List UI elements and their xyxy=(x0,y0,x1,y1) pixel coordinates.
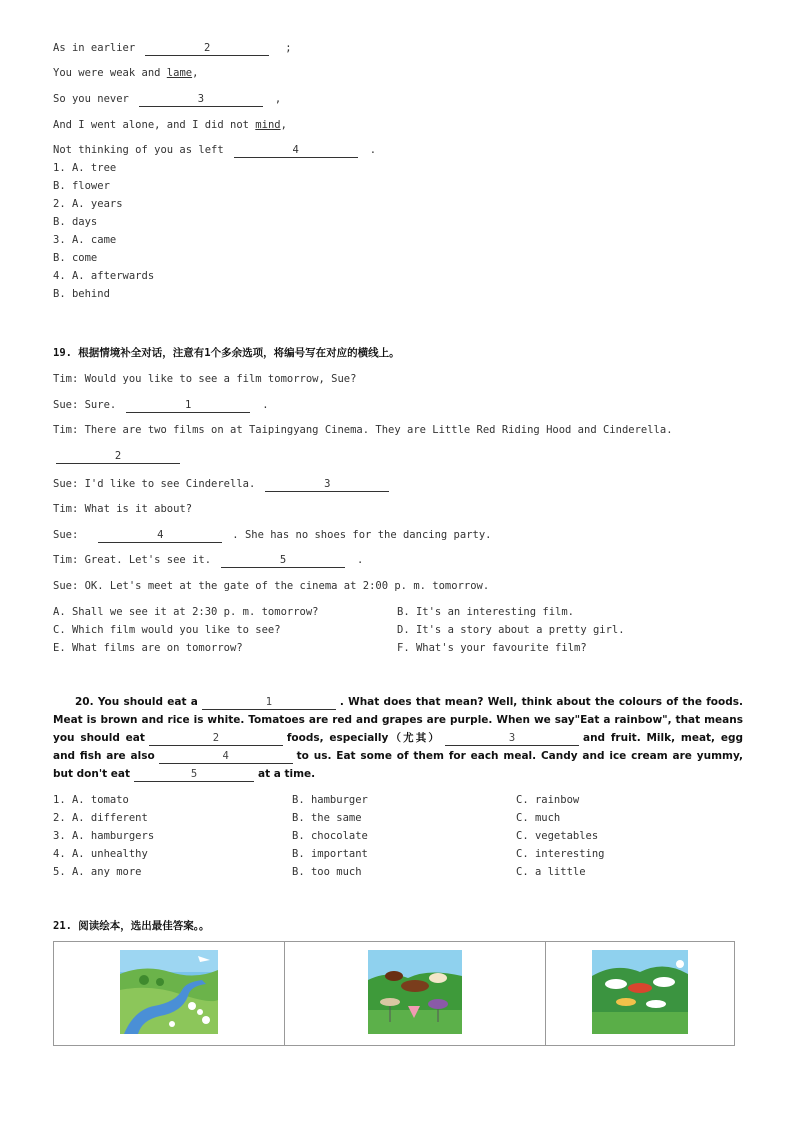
poem-option: 2. A. years xyxy=(53,198,123,210)
flying-food-illustration xyxy=(368,950,462,1034)
q20-option: 4. A. unhealthy xyxy=(53,848,148,860)
q19-line: Tim: Would you like to see a film tomorrow, Sue? xyxy=(53,373,357,385)
q20-option: 2. A. different xyxy=(53,812,148,824)
answer-blank-2[interactable]: 2 xyxy=(56,450,180,464)
q21-title: 21. 阅读绘本，选出最佳答案。。 xyxy=(53,920,210,932)
poem-option: B. flower xyxy=(53,180,110,192)
answer-blank-4[interactable]: 4 xyxy=(159,750,293,764)
answer-blank-1[interactable]: 1 xyxy=(126,399,250,413)
q19-line xyxy=(56,449,186,464)
picture-cell-2 xyxy=(285,942,546,1046)
answer-blank-5[interactable]: 5 xyxy=(134,768,254,782)
answer-blank-3[interactable]: 3 xyxy=(265,478,389,492)
picture-cell-1 xyxy=(54,942,285,1046)
answer-blank-4[interactable]: 4 xyxy=(234,144,358,158)
q19-line: Sue: OK. Let's meet at the gate of the cinema at 2:00 p. m. tomorrow. xyxy=(53,580,490,592)
picture-cell-3 xyxy=(546,942,735,1046)
answer-blank-3[interactable]: 3 xyxy=(139,93,263,107)
q20-option: C. a little xyxy=(516,866,586,878)
q19-option-a: A. Shall we see it at 2:30 p. m. tomorrow? xyxy=(53,606,319,618)
answer-blank-3[interactable]: 3 xyxy=(445,732,579,746)
answer-blank-2[interactable]: 2 xyxy=(145,42,269,56)
answer-blank-2[interactable]: 2 xyxy=(149,732,283,746)
q20-option: B. the same xyxy=(292,812,362,824)
answer-blank-4[interactable]: 4 xyxy=(98,529,222,543)
q19-option-f: F. What's your favourite film? xyxy=(397,642,587,654)
q20-option: 5. A. any more xyxy=(53,866,142,878)
poem-option: B. come xyxy=(53,252,98,264)
q19-line: Tim: Great. Let's see it. 5 . xyxy=(53,554,364,566)
poem-line-5: Not thinking of you as left 4 . xyxy=(53,144,377,156)
answer-blank-1[interactable]: 1 xyxy=(202,696,336,710)
q19-option-d: D. It's a story about a pretty girl. xyxy=(397,624,625,636)
q19-line: Tim: What is it about? xyxy=(53,503,193,515)
q20-option: B. too much xyxy=(292,866,362,878)
river-landscape-illustration xyxy=(120,950,218,1034)
q20-option: 3. A. hamburgers xyxy=(53,830,155,842)
q19-line: Sue: Sure. 1 . xyxy=(53,399,269,411)
q19-line: Sue: 4 . She has no shoes for the dancing party. xyxy=(53,529,492,541)
food-trees-illustration xyxy=(592,950,688,1034)
q19-line: Sue: I'd like to see Cinderella. 3 xyxy=(53,477,395,492)
poem-option: B. days xyxy=(53,216,98,228)
picture-book-table xyxy=(53,941,735,1046)
q20-option: C. rainbow xyxy=(516,794,580,806)
q20-option: C. interesting xyxy=(516,848,605,860)
q20-option: B. chocolate xyxy=(292,830,368,842)
poem-option: 3. A. came xyxy=(53,234,117,246)
q19-option-c: C. Which film would you like to see? xyxy=(53,624,281,636)
q20-option: B. important xyxy=(292,848,368,860)
q20-option: C. vegetables xyxy=(516,830,599,842)
q20-option: B. hamburger xyxy=(292,794,368,806)
q20-option: 1. A. tomato xyxy=(53,794,129,806)
q19-option-e: E. What films are on tomorrow? xyxy=(53,642,243,654)
poem-option: 4. A. afterwards xyxy=(53,270,155,282)
q19-option-b: B. It's an interesting film. xyxy=(397,606,575,618)
q20-option: C. much xyxy=(516,812,561,824)
poem-option: B. behind xyxy=(53,288,110,300)
poem-line-4: And I went alone, and I did not mind, xyxy=(53,119,287,131)
poem-line-3: So you never 3 , xyxy=(53,93,282,105)
poem-option: 1. A. tree xyxy=(53,162,117,174)
answer-blank-5[interactable]: 5 xyxy=(221,554,345,568)
q19-line: Tim: There are two films on at Taipingyang Cinema. They are Little Red Riding Hood and Cinderella. xyxy=(53,424,673,436)
poem-line-2: You were weak and lame, xyxy=(53,67,199,79)
q20-passage: 20. You should eat a 1 . What does that mean? Well, think about the colours of the foods. Meat is brown and rice is white. Tomatoes are red and grapes are purple. When we say"Eat a rainbow", that means you should eat 2 foods, especially（尤其） 3 and fruit. Milk, meat, egg and fish are also 4 to us. Eat some of them for each meal. Candy and ice cream are yummy, but don't eat 5 at a time. xyxy=(53,696,743,780)
poem-line-1: As in earlier 2 ; xyxy=(53,42,292,54)
q19-title: 19. 根据情境补全对话，注意有1个多余选项，将编号写在对应的横线上。 xyxy=(53,347,400,359)
